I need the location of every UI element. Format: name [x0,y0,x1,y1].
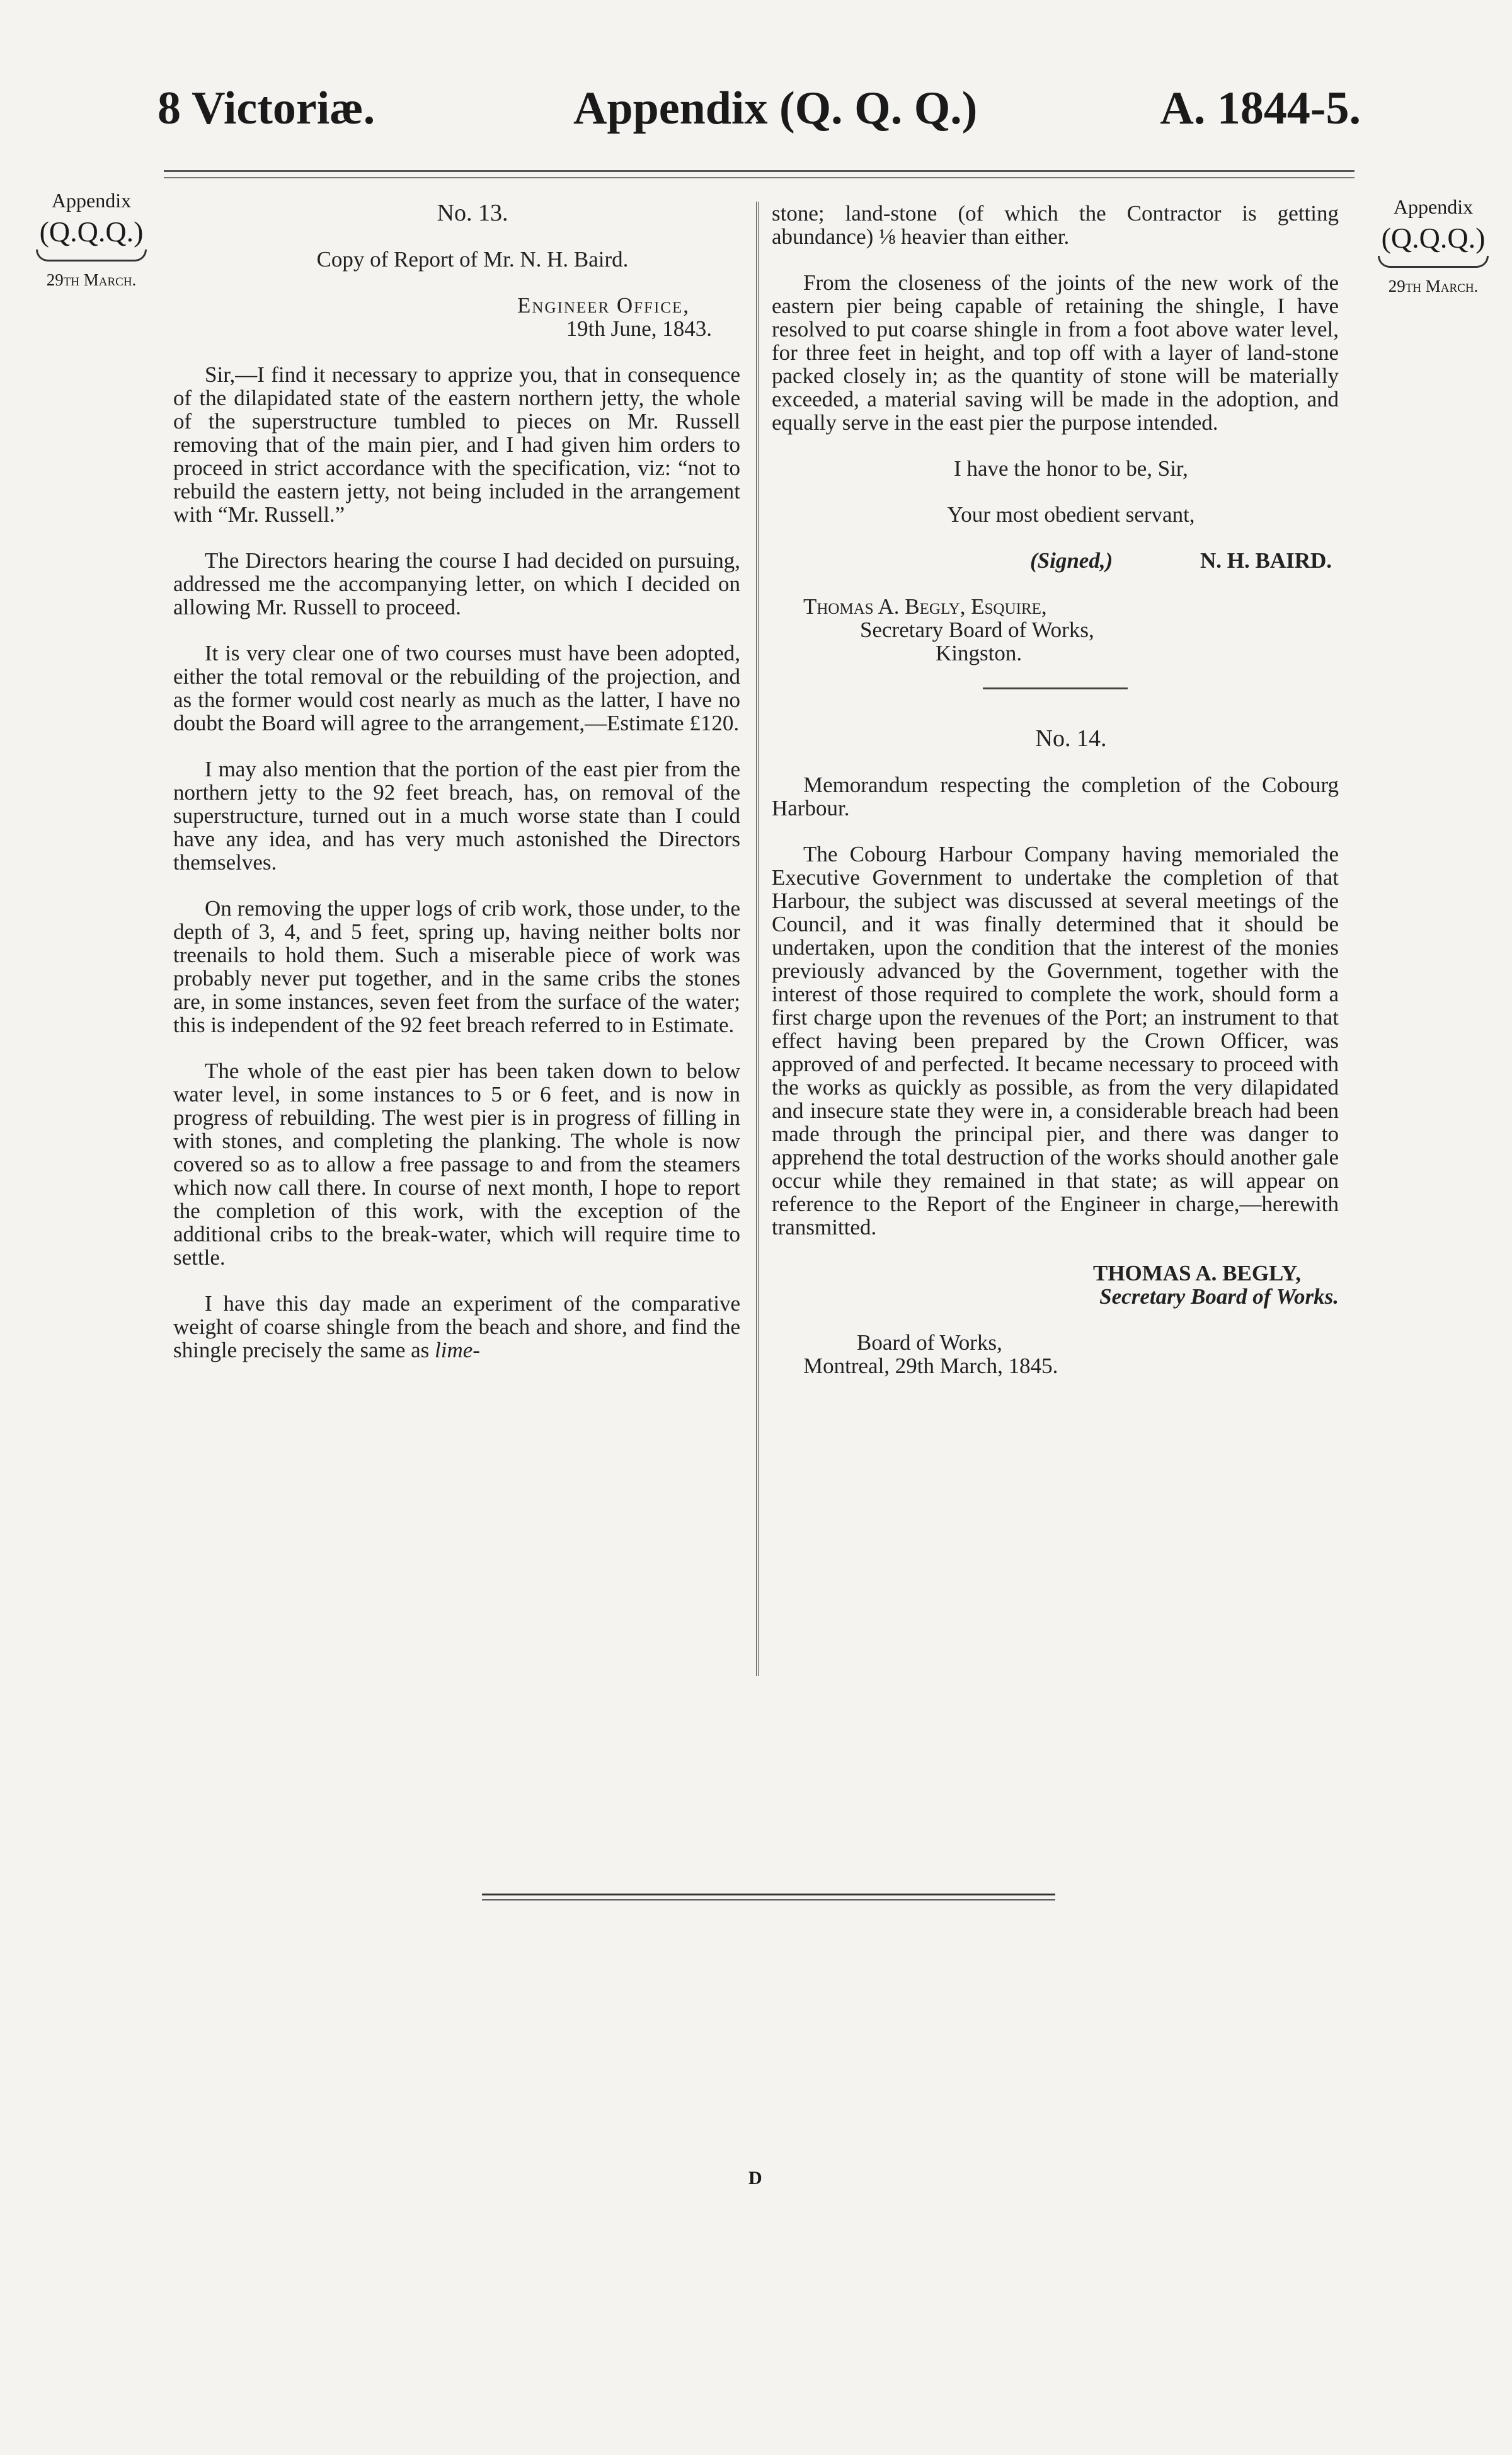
footer-rule [482,1894,1055,1900]
document-number: No. 13. [437,200,508,226]
memo-title: Memorandum respecting the completion of the Cobourg Harbour. [772,773,1339,820]
signed-name: N. H. BAIRD. [1200,548,1332,573]
paragraph: The whole of the east pier has been taken down to below water level, in some instances to 5 or 6 feet, and is now in progress of rebuilding. The west pier is in progress of filling in with stones, and completing the planking. The whole is now covered so as to allow a free passage to and from the steamers which now call there. In course of next month, I hope to report the completion of this work, with the exception of the additional cribs to the break-water, which will require time to settle. [173,1059,740,1270]
margin-note-left [25,189,158,290]
document-number: No. 14. [1035,725,1107,752]
addressee [772,595,1339,665]
paragraph-text: I have this day made an experiment of the comparative weight of coarse shingle from the beach and shore, and find the shingle precisely the same as [173,1291,740,1362]
header-year: A. 1844-5. [1160,83,1361,134]
margin-date: 29th March. [1388,277,1479,296]
paragraph: Sir,—I find it necessary to apprize you, that in consequence of the dilapidated state of the eastern northern jetty, the whole of the superstructure tumbled to pieces on Mr. Russell removing that of the main pier, and I had given him orders to proceed in strict accordance with the specification, viz: “not to rebuild the eastern jetty, not being included in the arrangement with “Mr. Russell.” [173,362,740,527]
memo-signature [772,1262,1339,1308]
italic-word: lime- [435,1338,480,1362]
column-divider [756,202,759,1676]
right-column [772,202,1339,1400]
margin-note-right [1367,195,1499,296]
addressee-name: Thomas A. Begly, Esquire, [803,594,1047,619]
header-session: 8 Victoriæ. [158,83,375,134]
signer-title: Secretary Board of Works. [1099,1284,1339,1309]
margin-brace [36,250,147,262]
header-rule [164,170,1354,178]
margin-label: Appendix [51,189,132,212]
signature-line [772,549,1339,572]
place-dateline [772,1331,1339,1377]
printer-signature-mark: D [748,2168,762,2188]
section-rule [983,687,1128,689]
page-header [158,82,1361,151]
signed-label: (Signed,) [1030,548,1113,573]
addressee-place: Kingston. [936,641,1022,665]
place-date: Montreal, 29th March, 1845. [803,1354,1058,1378]
paragraph [173,1292,740,1362]
margin-brace [1378,256,1489,268]
margin-date: 29th March. [46,270,137,289]
left-column [173,202,740,1384]
paragraph: The Cobourg Harbour Company having memorialed the Executive Government to undertake the completion of that Harbour, the subject was discussed at several meetings of the Council, and it was finally determined that it should be undertaken, upon the condition that the interest of the monies previously advanced by the Government, together with the interest of those required to complete the work, should form a first charge upon the revenues of the Port; an instrument to that effect having been prepared by the Crown Officer, was approved of and perfected. It became necessary to proceed with the works as quickly as possible, as from the very dilapidated and insecure state they were in, a considerable breach had been made through the principal pier, and there was danger to apprehend the total destruction of the works should another gale occur while they remained in that state; as will appear on reference to the Report of the Engineer in charge,—herewith transmitted. [772,842,1339,1239]
paragraph: I may also mention that the portion of the east pier from the northern jetty to the 92 feet breach, has, on removal of the superstructure, turned out in a much worse state than I could have any idea, and has very much astonished the Directors themselves. [173,757,740,875]
office-name: Engineer Office, [517,293,690,318]
office-date: 19th June, 1843. [566,316,712,341]
copy-title: Copy of Report of Mr. N. H. Baird. [316,247,629,272]
paragraph: It is very clear one of two courses must have been adopted, either the total removal or the rebuilding of the projection, and as the former would cost nearly as much as the latter, I have no doubt the Board will agree to the arrangement,—Estimate £120. [173,641,740,735]
addressee-title: Secretary Board of Works, [860,618,1094,642]
paragraph: On removing the upper logs of crib work, those under, to the depth of 3, 4, and 5 feet, spring up, having neither bolts nor treenails to hold them. Such a miserable piece of work was probably never put together, and in the same cribs the stones are, in some instances, seven feet from the surface of the water; this is independent of the 92 feet breach referred to in Estimate. [173,896,740,1037]
header-appendix: Appendix (Q. Q. Q.) [573,83,978,134]
margin-label: Appendix [1393,195,1474,218]
place-office: Board of Works, [857,1330,1002,1355]
signer-name: THOMAS A. BEGLY, [1092,1261,1301,1285]
paragraph: From the closeness of the joints of the new work of the eastern pier being capable of retaining the shingle, I have resolved to put coarse shingle in from a foot above water level, for three feet in height, and top off with a layer of land-stone packed closely in; as the quantity of stone will be materially exceeded, a material saving will be made in the adoption, and equally serve in the east pier the purpose intended. [772,270,1339,435]
closing-line: I have the honor to be, Sir, [954,456,1188,481]
closing-line: Your most obedient servant, [947,502,1195,527]
margin-code: (Q.Q.Q.) [1381,222,1486,254]
paragraph-continued: stone; land-stone (of which the Contractor is getting abundance) ⅛ heavier than either. [772,201,1339,249]
office-dateline [173,294,740,340]
margin-code: (Q.Q.Q.) [39,216,144,248]
paragraph: The Directors hearing the course I had decided on pursuing, addressed me the accompanying letter, on which I decided on allowing Mr. Russell to proceed. [173,548,740,619]
